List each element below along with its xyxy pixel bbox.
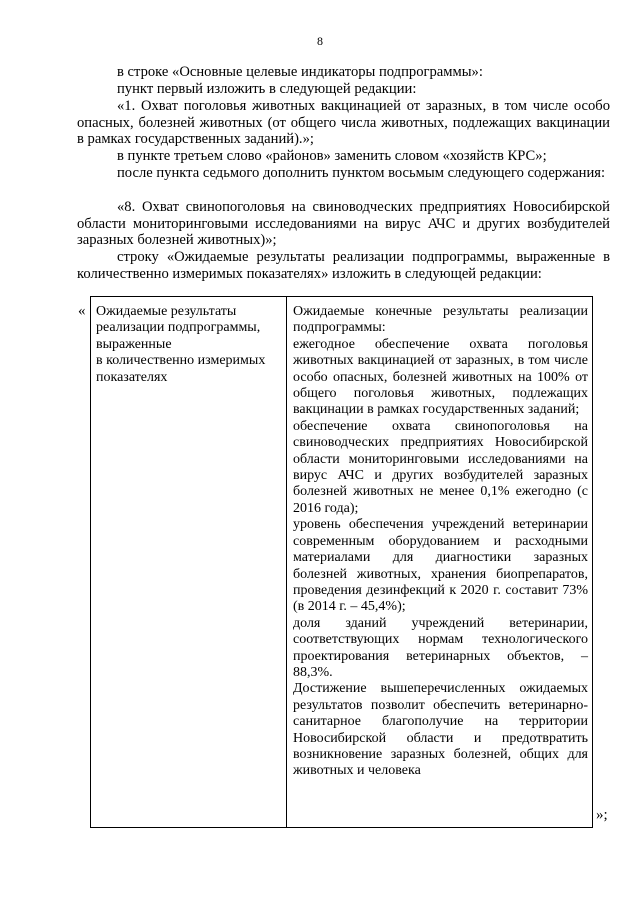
table-right-cell bbox=[293, 304, 588, 780]
right-cell-paragraph: уровень обеспечения учреждений ветеринарии современным оборудованием и расходными материалами для диагностики заразных болезней животных, хранения биопрепаратов, проведения дезинфекций к 2020 г. составит 73% (в 2014 г. – 45,4%); bbox=[293, 517, 588, 615]
paragraph-4: в пункте третьем слово «районов» заменить словом «хозяйств КРС»; bbox=[117, 148, 547, 164]
paragraph-6: «8. Охват свинопоголовья на свиноводческих предприятиях Новосибирской области мониторинговыми исследованиями на вирус АЧС и других возбудителей заразных болезней животных)»; bbox=[77, 199, 610, 249]
paragraph-1: в строке «Основные целевые индикаторы подпрограммы»: bbox=[117, 64, 483, 80]
results-table bbox=[90, 296, 593, 828]
left-cell-line: Ожидаемые результаты bbox=[96, 304, 237, 319]
table-close-quote: »; bbox=[596, 807, 608, 823]
right-cell-paragraph: ежегодное обеспечение охвата поголовья животных вакцинацией от заразных, в том числе особо опасных, болезней животных на 100% от общего поголовья животных, подлежащих вакцинации в рамках государственных заданий; bbox=[293, 336, 588, 418]
table-column-divider bbox=[286, 297, 287, 827]
right-cell-paragraph: обеспечение охвата свинопоголовья на свиноводческих предприятиях Новосибирской области мониторинговыми исследованиями на вирус АЧС и других возбудителей заразных болезней животных не менее 0,1% ежегодно (с 2016 года); bbox=[293, 418, 588, 516]
left-cell-line: выраженные bbox=[96, 336, 172, 352]
right-cell-paragraph: доля зданий учреждений ветеринарии, соответствующих нормам технологического проектирования ветеринарных объектов, – 88,3%. bbox=[293, 615, 588, 680]
table-open-quote: « bbox=[78, 303, 86, 319]
right-cell-paragraph: Ожидаемые конечные результаты реализации подпрограммы: bbox=[293, 304, 588, 336]
page-number: 8 bbox=[317, 34, 323, 48]
left-cell-line: реализации подпрограммы, bbox=[96, 320, 261, 336]
table-left-cell bbox=[96, 304, 284, 386]
paragraph-2: пункт первый изложить в следующей редакции: bbox=[117, 81, 417, 97]
paragraph-3: «1. Охват поголовья животных вакцинацией от заразных, в том числе особо опасных, болезней животных (от общего числа животных, подлежащих вакцинации в рамках государственных заданий).»; bbox=[77, 98, 610, 148]
paragraph-5: после пункта седьмого дополнить пунктом восьмым следующего содержания: bbox=[117, 165, 606, 181]
right-cell-paragraph: Достижение вышеперечисленных ожидаемых результатов позволит обеспечить ветеринарно-санитарное благополучие на территории Новосибирской области и предотвратить возникновение заразных болезней, общих для животных и человека bbox=[293, 681, 588, 779]
paragraph-7: строку «Ожидаемые результаты реализации подпрограммы, выраженные в количественно измеримых показателях» изложить в следующей редакции: bbox=[77, 249, 610, 282]
left-cell-line: показателях bbox=[96, 369, 168, 385]
left-cell-line: в количественно измеримых bbox=[96, 353, 266, 369]
